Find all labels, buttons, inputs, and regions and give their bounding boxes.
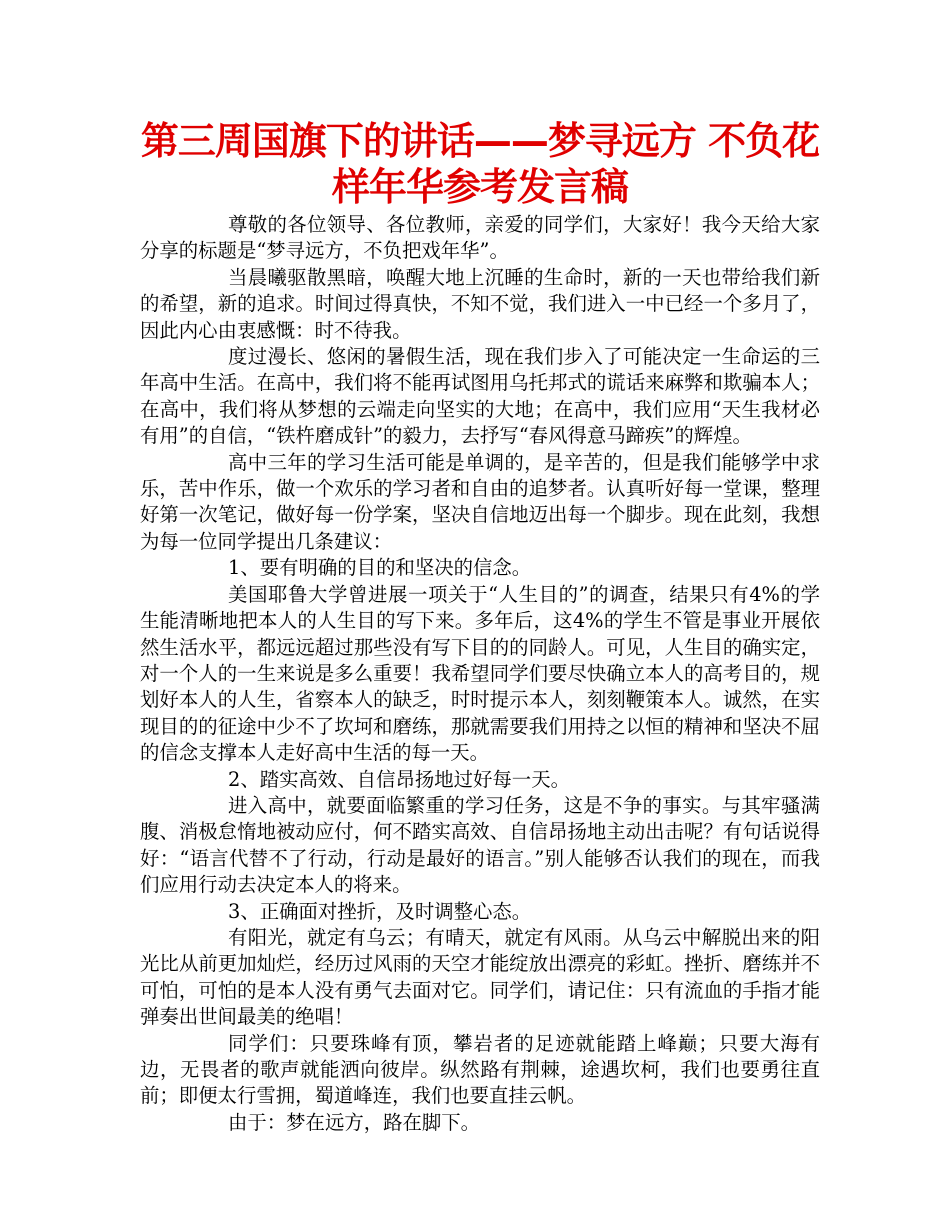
suggestion-heading-1: 1、要有明确的目的和坚决的信念。 [228,556,532,580]
paragraph-high-school-life: 度过漫长、悠闲的暑假生活，现在我们步入了可能决定一生命运的三年高中生活。在高中，我们将不能再试图用乌托邦式的谎话来麻弊和欺骗本人；在高中，我们将从梦想的云端走向坚实的大地；在高中，我们应用“天生我材必有用”的自信，“铁杵磨成针”的毅力，去抒写“春风得意马蹄疾”的辉煌。 [140,345,820,448]
paragraph-sunshine: 有阳光，就定有乌云；有晴天，就定有风雨。从乌云中解脱出来的阳光比从前更加灿烂，经历过风雨的天空才能绽放出漂亮的彩虹。挫折、磨练并不可怕，可怕的是本人没有勇气去面对它。同学们，请记住：只有流血的手指才能弹奏出世间最美的绝唱！ [140,925,820,1029]
suggestion-heading-3: 3、正确面对挫折，及时调整心态。 [228,899,532,923]
paragraph-greeting: 尊敬的各位领导、各位教师，亲爱的同学们，大家好！我今天给大家分享的标题是“梦寻远方，不负把戏年华”。 [140,213,820,263]
paragraph-closing: 由于：梦在远方，路在脚下。 [228,1110,481,1134]
title-line-1: 第三周国旗下的讲话——梦寻远方 不负花 [140,119,820,163]
paragraph-morning: 当晨曦驱散黑暗，唤醒大地上沉睡的生命时，新的一天也带给我们新的希望，新的追求。时间过得真快，不知不觉，我们进入一中已经一个多月了，因此内心由衷感慨：时不待我。 [140,265,820,342]
paragraph-study-life: 高中三年的学习生活可能是单调的，是辛苦的，但是我们能够学中求乐，苦中作乐，做一个欢乐的学习者和自由的追梦者。认真听好每一堂课，整理好第一次笔记，做好每一份学案，坚决自信地迈出每一个脚步。现在此刻，我想为每一位同学提出几条建议： [140,450,820,553]
title-line-2: 样年华参考发言稿 [331,165,628,209]
paragraph-classmates: 同学们：只要珠峰有顶，攀岩者的足迹就能踏上峰巅；只要大海有边，无畏者的歌声就能洒向彼岸。纵然路有荆棘，途遇坎柯，我们也要勇往直前；即便太行雪拥，蜀道峰连，我们也要直挂云帆。 [140,1031,820,1108]
document-body [140,212,820,1136]
paragraph-study-tasks: 进入高中，就要面临繁重的学习任务，这是不争的事实。与其牢骚满腹、消极怠惰地被动应付，何不踏实高效、自信昂扬地主动出击呢？有句话说得好：“语言代替不了行动，行动是最好的语言。”别人能够否认我们的现在，而我们应用行动去决定本人的将来。 [140,793,820,897]
paragraph-yale-survey: 美国耶鲁大学曾进展一项关于“人生目的”的调查，结果只有4%的学生能清晰地把本人的人生目的写下来。多年后，这4%的学生不管是事业开展依然生活水平，都远远超过那些没有写下目的的同龄人。可见，人生目的确实定，对一个人的一生来说是多么重要！我希望同学们要尽快确立本人的高考目的，规划好本人的人生，省察本人的缺乏，时时提示本人，刻刻鞭策本人。诚然，在实现目的的征途中少不了坎坷和磨练，那就需要我们用持之以恒的精神和坚决不屈的信念支撑本人走好高中生活的每一天。 [140,582,820,765]
document-page [140,118,820,1136]
document-title [140,118,820,210]
suggestion-heading-2: 2、踏实高效、自信昂扬地过好每一天。 [228,767,570,791]
